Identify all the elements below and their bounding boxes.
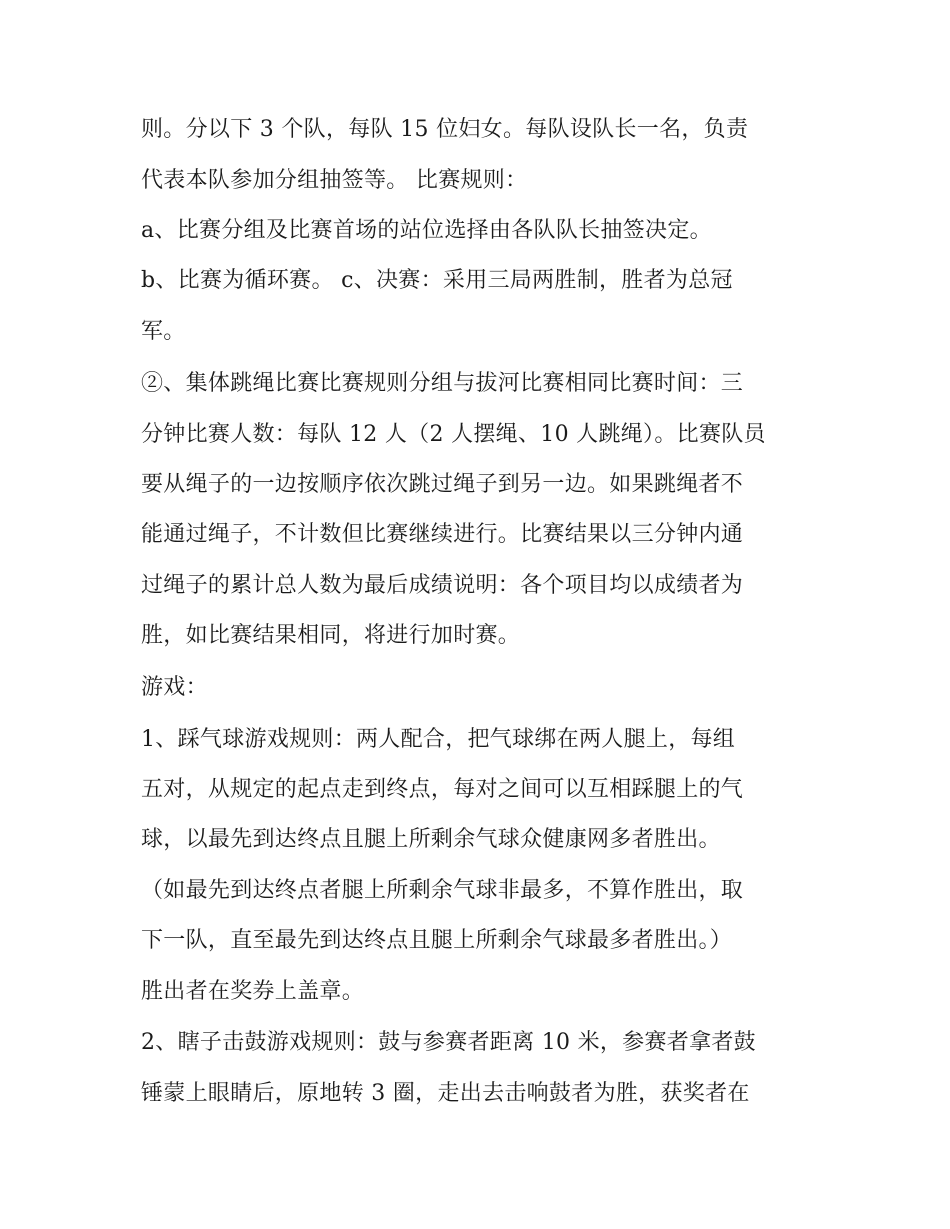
text-line: 五对，从规定的起点走到终点，每对之间可以互相踩腿上的气 — [141, 777, 744, 802]
text-line: 下一队，直至最先到达终点且腿上所剩余气球最多者胜出。） — [141, 928, 733, 953]
text-line: 过绳子的累计总人数为最后成绩说明：各个项目均以成绩者为 — [141, 573, 744, 598]
text-line: ②、集体跳绳比赛比赛规则分组与拔河比赛相同比赛时间：三 — [141, 371, 744, 396]
text-line: （如最先到达终点者腿上所剩余气球非最多，不算作胜出，取 — [141, 878, 744, 903]
text-line: b、比赛为循环赛。 c、决赛：采用三局两胜制，胜者为总冠 — [141, 268, 733, 293]
text-line: 分钟比赛人数：每队 12 人（2 人摆绳、10 人跳绳）。比赛队员 — [141, 422, 766, 447]
text-line: 1、踩气球游戏规则：两人配合，把气球绑在两人腿上，每组 — [141, 727, 736, 752]
text-line: 代表本队参加分组抽签等。 比赛规则： — [141, 168, 528, 193]
text-line: 游戏： — [141, 675, 208, 700]
text-line: 锤蒙上眼睛后，原地转 3 圈，走出去击响鼓者为胜，获奖者在 — [141, 1081, 750, 1106]
text-line: 球，以最先到达终点且腿上所剩余气球众健康网多者胜出。 — [141, 827, 721, 852]
text-line: 2、瞎子击鼓游戏规则：鼓与参赛者距离 10 米，参赛者拿者鼓 — [141, 1030, 756, 1055]
text-line: 胜出者在奖券上盖章。 — [141, 979, 365, 1004]
text-line: a、比赛分组及比赛首场的站位选择由各队队长抽签决定。 — [141, 218, 712, 243]
text-line: 则。分以下 3 个队，每队 15 位妇女。每队设队长一名，负责 — [141, 117, 749, 142]
text-line: 胜，如比赛结果相同，将进行加时赛。 — [141, 623, 521, 648]
text-line: 军。 — [141, 319, 186, 344]
text-line: 要从绳子的一边按顺序依次跳过绳子到另一边。如果跳绳者不 — [141, 472, 744, 497]
text-line: 能通过绳子，不计数但比赛继续进行。比赛结果以三分钟内通 — [141, 522, 744, 547]
